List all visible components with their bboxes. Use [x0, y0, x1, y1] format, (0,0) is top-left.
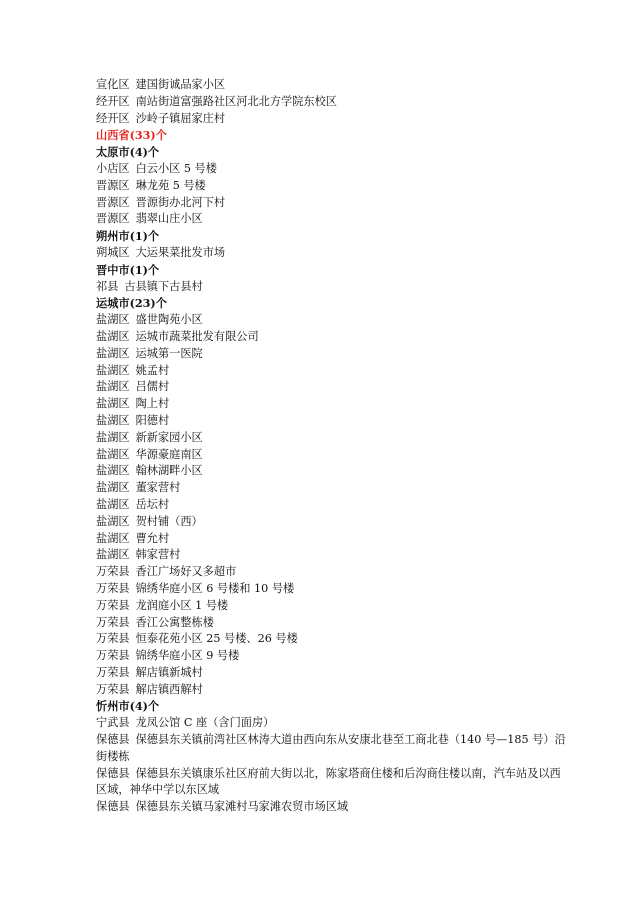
location-name: 锦绣华庭小区 9 号楼 [135, 649, 240, 663]
location-entry [96, 346, 566, 363]
district-name: 小店区 [96, 161, 130, 175]
location-name: 香江广场好又多超市 [135, 565, 237, 579]
district-name: 晋源区 [96, 195, 130, 209]
location-name: 吕儒村 [135, 380, 170, 394]
location-entry [96, 77, 566, 94]
district-name: 盐湖区 [96, 497, 130, 511]
location-entry [96, 631, 566, 648]
district-name: 经开区 [96, 94, 130, 108]
location-name: 翰林湖畔小区 [135, 464, 203, 478]
location-name: 翡翠山庄小区 [135, 212, 203, 226]
location-entry [96, 665, 566, 682]
location-name: 贺村铺（西） [135, 514, 203, 528]
location-entry [96, 94, 566, 111]
location-name: 晋源街办北河下村 [135, 195, 226, 209]
location-entry [96, 480, 566, 497]
district-name: 盐湖区 [96, 447, 130, 461]
district-name: 经开区 [96, 111, 130, 125]
location-name: 姚孟村 [135, 363, 170, 377]
location-name: 运城市蔬菜批发有限公司 [135, 329, 259, 343]
district-name: 万荣县 [96, 565, 130, 579]
district-name: 盐湖区 [96, 481, 130, 495]
location-entry [96, 799, 566, 816]
location-name: 白云小区 5 号楼 [135, 161, 217, 175]
location-name: 保德县东关镇马家滩村马家滩农贸市场区域 [135, 800, 349, 814]
location-name: 恒泰花苑小区 25 号楼、26 号楼 [135, 632, 298, 646]
city-heading: 朔州市(1)个 [96, 229, 160, 244]
location-entry [96, 195, 566, 212]
district-name: 盐湖区 [96, 430, 130, 444]
district-name: 万荣县 [96, 598, 130, 612]
district-name: 万荣县 [96, 615, 130, 629]
city-heading: 运城市(23)个 [96, 296, 167, 311]
location-name: 解店镇西解村 [135, 682, 203, 696]
district-name: 盐湖区 [96, 548, 130, 562]
location-entry [96, 211, 566, 228]
location-entry [96, 363, 566, 380]
location-name: 盛世陶苑小区 [135, 313, 203, 327]
location-entry [96, 547, 566, 564]
location-entry [96, 463, 566, 480]
location-entry [96, 329, 566, 346]
district-name: 盐湖区 [96, 346, 130, 360]
district-name: 盐湖区 [96, 363, 130, 377]
location-name: 华源豪庭南区 [135, 447, 203, 461]
district-name: 祁县 [96, 279, 119, 293]
location-name: 南站街道富强路社区河北北方学院东校区 [135, 94, 337, 108]
location-entry [96, 766, 566, 800]
location-entry [96, 581, 566, 598]
location-entry [96, 413, 566, 430]
location-name: 保德县东关镇前湾社区林涛大道由西向东从安康北巷至工商北巷（140 号—185 号）沿街楼栋 [96, 733, 566, 763]
location-name: 董家营村 [135, 481, 181, 495]
location-name: 陶上村 [135, 397, 170, 411]
district-name: 宣化区 [96, 78, 130, 91]
location-entry [96, 279, 566, 296]
district-name: 保德县 [96, 733, 130, 747]
location-name: 岳坛村 [135, 497, 170, 511]
location-name: 建国街诚品家小区 [135, 78, 226, 91]
location-entry [96, 564, 566, 581]
location-entry [96, 379, 566, 396]
city-heading: 太原市(4)个 [96, 145, 160, 160]
location-entry [96, 497, 566, 514]
district-name: 晋源区 [96, 212, 130, 226]
district-name: 盐湖区 [96, 514, 130, 528]
location-name: 古县镇下古县村 [124, 279, 203, 293]
district-name: 盐湖区 [96, 531, 130, 545]
location-name: 琳龙苑 5 号楼 [135, 178, 206, 192]
location-entry [96, 111, 566, 128]
location-name: 新新家园小区 [135, 430, 203, 444]
location-entry [96, 531, 566, 548]
district-name: 朔城区 [96, 245, 130, 259]
district-name: 万荣县 [96, 581, 130, 595]
district-name: 宁武县 [96, 716, 130, 730]
location-name: 保德县东关镇康乐社区府前大街以北，陈家塔商住楼和后沟商住楼以南，汽车站及以西区域，神华中学以东区域 [96, 766, 561, 797]
location-entry [96, 615, 566, 632]
location-name: 大运果菜批发市场 [135, 245, 226, 259]
location-name: 沙岭子镇屈家庄村 [135, 111, 226, 125]
location-name: 韩家营村 [135, 548, 181, 562]
district-name: 晋源区 [96, 178, 130, 192]
location-entry [96, 447, 566, 464]
district-name: 盐湖区 [96, 329, 130, 343]
location-entry [96, 161, 566, 178]
location-name: 龙润庭小区 1 号楼 [135, 598, 229, 612]
location-entry [96, 430, 566, 447]
document-body [96, 77, 566, 816]
location-entry [96, 648, 566, 665]
location-entry [96, 732, 566, 766]
location-name: 香江公寓整栋楼 [135, 615, 214, 629]
district-name: 盐湖区 [96, 413, 130, 427]
location-entry [96, 682, 566, 699]
district-name: 万荣县 [96, 665, 130, 679]
location-name: 曹允村 [135, 531, 170, 545]
district-name: 盐湖区 [96, 380, 130, 394]
location-entry [96, 514, 566, 531]
location-name: 阳德村 [135, 413, 170, 427]
district-name: 保德县 [96, 800, 130, 814]
district-name: 盐湖区 [96, 313, 130, 327]
location-name: 运城第一医院 [135, 346, 203, 360]
location-name: 锦绣华庭小区 6 号楼和 10 号楼 [135, 581, 295, 595]
location-name: 龙凤公馆 C 座（含门面房） [135, 716, 275, 730]
district-name: 万荣县 [96, 649, 130, 663]
province-heading: 山西省(33)个 [96, 128, 167, 143]
location-entry [96, 598, 566, 615]
location-entry [96, 178, 566, 195]
district-name: 万荣县 [96, 682, 130, 696]
city-heading: 忻州市(4)个 [96, 699, 160, 714]
location-name: 解店镇新城村 [135, 665, 203, 679]
district-name: 保德县 [96, 766, 130, 780]
district-name: 万荣县 [96, 632, 130, 646]
location-entry [96, 245, 566, 262]
district-name: 盐湖区 [96, 397, 130, 411]
location-entry [96, 396, 566, 413]
city-heading: 晋中市(1)个 [96, 262, 160, 277]
location-entry [96, 312, 566, 329]
district-name: 盐湖区 [96, 464, 130, 478]
location-entry [96, 715, 566, 732]
